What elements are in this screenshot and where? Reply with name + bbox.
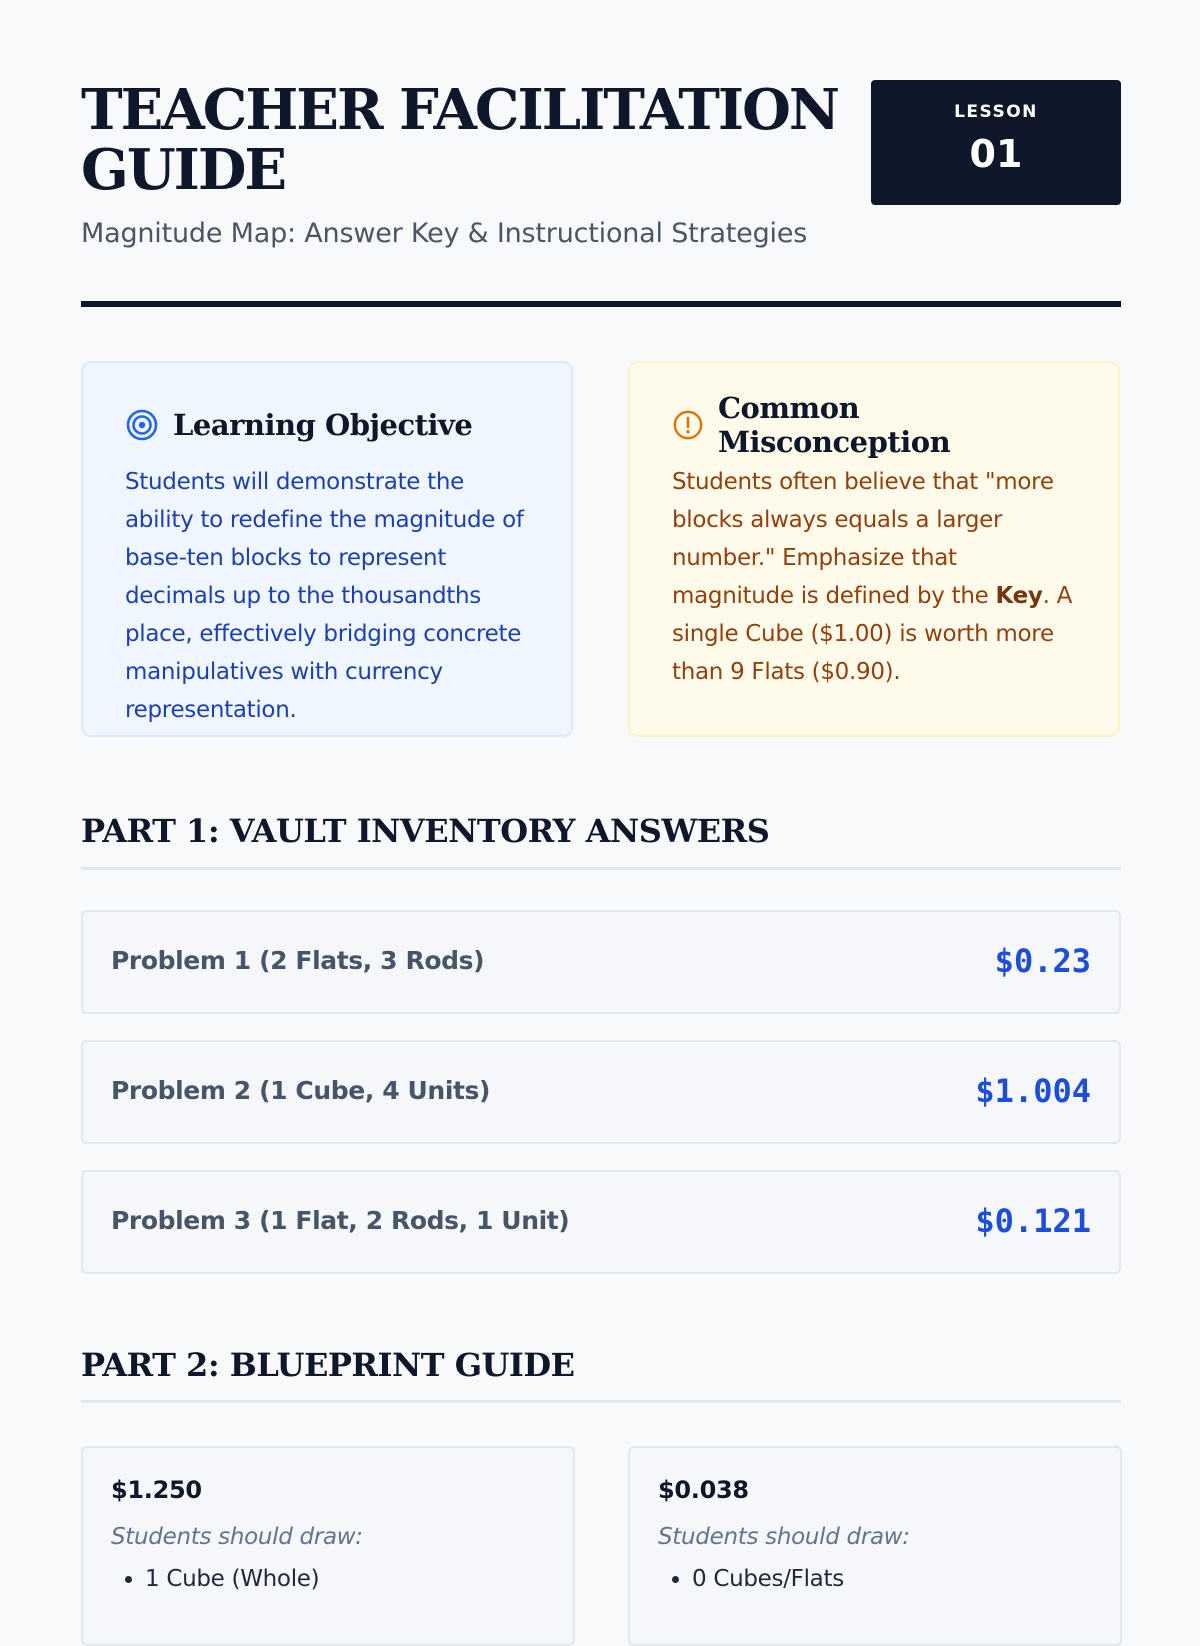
misconception-text-part-2: . A single Cube ($1.00) is worth more than 9 Flats ($0.90). — [672, 583, 1073, 685]
answer-row-problem-2 — [81, 1040, 1121, 1144]
learning-objective-title: Learning Objective — [173, 408, 473, 442]
blueprint-drawing-list — [658, 1564, 1094, 1594]
part-1-heading: PART 1: VAULT INVENTORY ANSWERS — [81, 812, 770, 850]
learning-objective-text: Students will demonstrate the ability to redefine the magnitude of base-ten blocks to represent decimals up to the thousandths place, effectively bridging concrete manipulatives with currency representation. — [125, 469, 524, 723]
common-misconception-title: Common Misconception — [717, 391, 951, 459]
list-item: • 1 Cube (Whole) — [145, 1564, 547, 1594]
page-title-line-2: GUIDE — [81, 137, 286, 203]
problem-answer: $1.004 — [975, 1072, 1091, 1110]
misconception-text-part-1: Students often believe that "more blocks always equals a larger number." Emphasize that magnitude is defined by the — [672, 469, 1054, 609]
blueprint-drawing-list — [111, 1564, 547, 1594]
common-misconception-text — [672, 463, 1078, 691]
lesson-number: 01 — [969, 132, 1023, 176]
common-misconception-card — [628, 361, 1120, 737]
blueprint-instruction: Students should draw: — [111, 1524, 363, 1550]
learning-objective-card — [81, 361, 573, 737]
part-2-heading: PART 2: BLUEPRINT GUIDE — [81, 1346, 575, 1384]
header-divider — [81, 301, 1121, 307]
lesson-badge — [871, 80, 1121, 205]
page-header — [81, 77, 1121, 249]
blueprint-value: $1.250 — [111, 1476, 202, 1504]
lesson-label: LESSON — [954, 102, 1038, 122]
blueprint-value: $0.038 — [658, 1476, 749, 1504]
blueprint-card-2 — [628, 1446, 1122, 1646]
problem-answer: $0.23 — [994, 942, 1091, 980]
page-subtitle: Magnitude Map: Answer Key & Instructional Strategies — [81, 218, 808, 249]
problem-label: Problem 3 (1 Flat, 2 Rods, 1 Unit) — [111, 1206, 570, 1235]
target-icon — [125, 408, 159, 442]
page-title-line-1: TEACHER FACILITATION — [81, 77, 839, 143]
blueprint-card-1 — [81, 1446, 575, 1646]
page-title — [81, 77, 841, 203]
answer-row-problem-1 — [81, 910, 1121, 1014]
alert-circle-icon — [672, 408, 704, 442]
problem-answer: $0.121 — [975, 1202, 1091, 1240]
blueprint-instruction: Students should draw: — [658, 1524, 910, 1550]
misconception-key-emphasis: Key — [995, 583, 1043, 609]
answer-row-problem-3 — [81, 1170, 1121, 1274]
part-1-divider — [81, 867, 1121, 870]
problem-label: Problem 1 (2 Flats, 3 Rods) — [111, 946, 485, 975]
part-2-divider — [81, 1400, 1121, 1403]
list-item: • 0 Cubes/Flats — [692, 1564, 1094, 1594]
problem-label: Problem 2 (1 Cube, 4 Units) — [111, 1076, 491, 1105]
